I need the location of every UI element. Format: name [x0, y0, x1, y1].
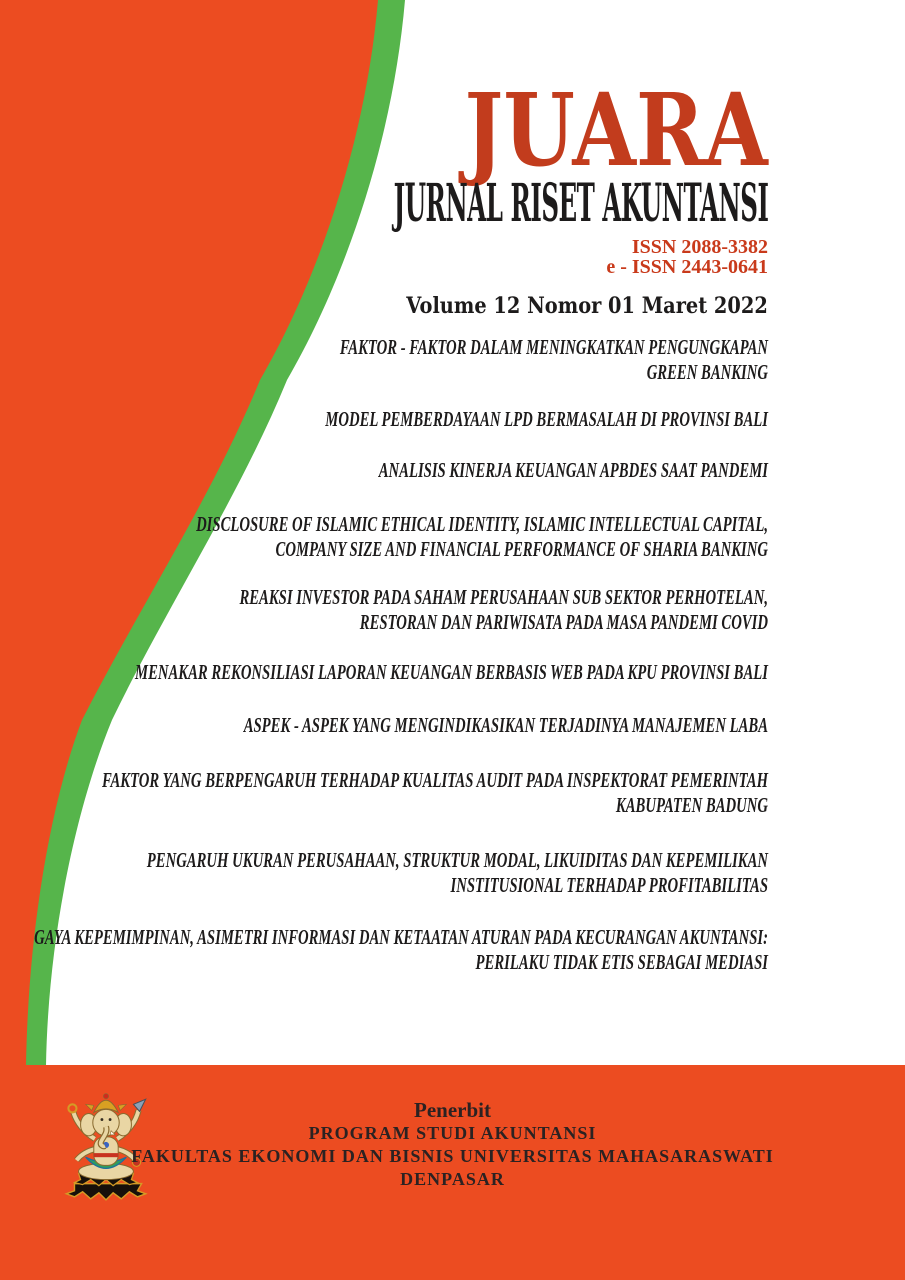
article-title-6: MENAKAR REKONSILIASI LAPORAN KEUANGAN BERBASIS WEB PADA KPU PROVINSI BALI	[135, 660, 768, 684]
journal-title: JUARA	[464, 71, 768, 189]
article-title-5: REAKSI INVESTOR PADA SAHAM PERUSAHAAN SUB SEKTOR PERHOTELAN, RESTORAN DAN PARIWISATA PADA MASA PANDEMI COVID	[239, 585, 769, 634]
publisher-line-3: DENPASAR	[400, 1169, 505, 1189]
journal-subtitle: JURNAL RISET AKUNTANSI	[393, 173, 768, 234]
article-title-10: GAYA KEPEMIMPINAN, ASIMETRI INFORMASI DAN KETAATAN ATURAN PADA KECURANGAN AKUNTANSI: PERILAKU TIDAK ETIS SEBAGAI MEDIASI	[34, 925, 769, 974]
article-title-4: DISCLOSURE OF ISLAMIC ETHICAL IDENTITY, ISLAMIC INTELLECTUAL CAPITAL, COMPANY SIZE AND FINANCIAL PERFORMANCE OF SHARIA BANKING	[196, 512, 769, 561]
article-title-2: MODEL PEMBERDAYAAN LPD BERMASALAH DI PROVINSI BALI	[325, 407, 768, 431]
publisher-line-2: FAKULTAS EKONOMI DAN BISNIS UNIVERSITAS MAHASARASWATI	[131, 1146, 774, 1166]
publisher-label: Penerbit	[414, 1098, 491, 1122]
edition-line: Volume 12 Nomor 01 Maret 2022	[406, 293, 768, 319]
article-title-1: FAKTOR - FAKTOR DALAM MENINGKATKAN PENGUNGKAPAN GREEN BANKING	[339, 335, 768, 384]
article-title-8: FAKTOR YANG BERPENGARUH TERHADAP KUALITAS AUDIT PADA INSPEKTORAT PEMERINTAH KABUPATEN BADUNG	[101, 768, 768, 817]
e-issn: e - ISSN 2443-0641	[606, 256, 768, 278]
issn-block	[606, 237, 768, 277]
article-title-list	[34, 335, 769, 995]
article-title-3: ANALISIS KINERJA KEUANGAN APBDES SAAT PANDEMI	[378, 458, 768, 482]
publisher-section	[0, 1098, 905, 1191]
publisher-line-1: PROGRAM STUDI AKUNTANSI	[308, 1123, 597, 1143]
issn: ISSN 2088-3382	[631, 236, 768, 258]
article-title-9: PENGARUH UKURAN PERUSAHAAN, STRUKTUR MODAL, LIKUIDITAS DAN KEPEMILIKAN INSTITUSIONAL TERHADAP PROFITABILITAS	[146, 848, 769, 897]
article-title-7: ASPEK - ASPEK YANG MENGINDIKASIKAN TERJADINYA MANAJEMEN LABA	[243, 713, 769, 737]
